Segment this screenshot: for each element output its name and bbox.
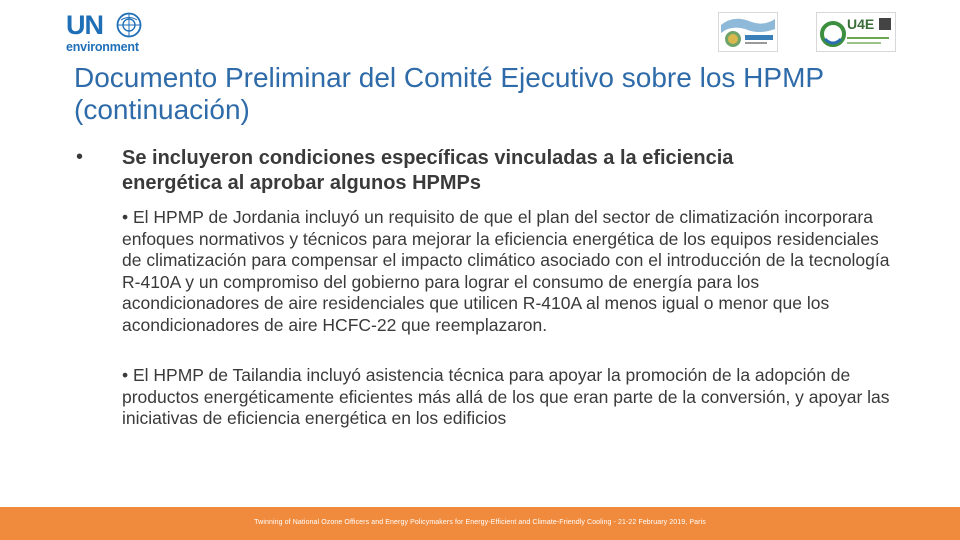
footer-text: Twinning of National Ozone Officers and Energy Policymakers for Energy-Efficient and Climate-Friendly Cooling - 21-22 February 2019, Paris (254, 519, 706, 526)
footer-bar (0, 507, 960, 540)
un-environment-logo (66, 10, 156, 54)
sub-point-thailand: • El HPMP de Tailandia incluyó asistencia técnica para apoyar la promoción de la adopción de productos energéticamente eficientes más allá de los que eran parte de la conversión, y apoyar las iniciativas de eficiencia energética en los edificios (122, 365, 890, 428)
slide-title: Documento Preliminar del Comité Ejecutivo sobre los HPMP (continuación) (74, 62, 824, 125)
logo-mark: UN (66, 10, 103, 40)
u4e-logo (816, 12, 896, 52)
ozonaction-logo (718, 12, 778, 52)
main-bullet: • (76, 146, 84, 168)
main-point: Se incluyeron condiciones específicas vinculadas a la eficiencia energética al aprobar algunos HPMPs (122, 147, 734, 194)
ozonaction-logo-icon (719, 13, 777, 51)
svg-text:U4E: U4E (847, 16, 875, 32)
un-emblem-icon (116, 12, 142, 38)
logo-word: environment (66, 40, 139, 54)
u4e-logo-icon (817, 13, 895, 51)
sub-point-jordan: • El HPMP de Jordania incluyó un requisito de que el plan del sector de climatización incorporara enfoques normativos y técnicos para mejorar la eficiencia energética de los equipos residenciales de climatización para compensar el impacto climático asociado con el introducción de la tecnología R-410A y un compromiso del gobierno para lograr el consumo de energía para los acondicionadores de aire residenciales que utilicen R-410A al menos igual o menor que los acondicionadores de aire HCFC-22 que reemplazaron. (122, 207, 890, 335)
